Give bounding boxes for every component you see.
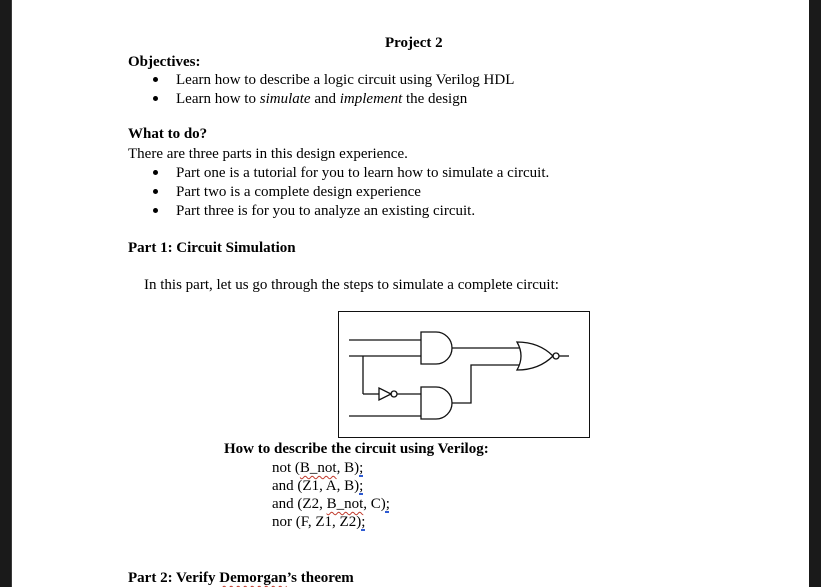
code-text: , C) [363,496,386,512]
what-to-do-intro: There are three parts in this design experience. [128,146,408,162]
objective-item-1 [176,71,514,89]
page-title: Project 2 [385,35,443,51]
what-to-do-heading: What to do? [128,126,208,142]
grammar-flag[interactable]: ; [361,514,366,530]
spell-flag-demorgan[interactable]: Demorgan [219,570,287,586]
and-gate-icon [421,387,452,419]
bullet-dot [153,189,158,194]
bullet-dot [153,170,158,175]
grammar-flag[interactable]: ; [359,460,364,476]
grammar-flag[interactable]: ; [385,496,390,512]
part-list-item-2: Part two is a complete design experience [176,184,421,200]
part2-heading [128,569,354,587]
bullet-dot [153,208,158,213]
z2-wire [452,365,519,403]
part-list-item-3: Part three is for you to analyze an existing circuit. [176,203,476,219]
nor-gate-icon [517,342,553,370]
code-line-1 [272,459,363,477]
spell-flag-bnot[interactable]: B_not [299,460,337,476]
part1-heading: Part 1: Circuit Simulation [128,240,296,256]
code-line-3 [272,495,390,513]
objective-item-2-post: the design [402,91,468,107]
part1-intro: In this part, let us go through the steps to simulate a complete circuit: [144,277,559,293]
grammar-flag[interactable]: ; [359,478,364,494]
code-text: , B) [336,460,360,476]
objective-item-1-text: Learn how to describe a logic circuit using Verilog HDL [176,72,515,88]
not-gate-icon [379,388,397,400]
objective-item-2-mid: and [310,91,340,107]
objective-item-2 [176,90,467,108]
part2-heading-pre: Part 2: Verify [128,570,220,586]
code-text: and (Z2, [272,496,327,512]
objective-item-2-em-implement: implement [339,91,403,107]
verilog-heading: How to describe the circuit using Verilog: [224,441,489,457]
code-line-4 [272,513,365,531]
code-text: not ( [272,460,300,476]
objective-item-2-pre: Learn how to [176,91,260,107]
document-page[interactable] [12,0,809,587]
spell-flag-bnot[interactable]: B_not [326,496,364,512]
circuit-schematic [339,312,589,437]
bullet-dot [153,77,158,82]
code-line-2 [272,477,363,495]
objectives-heading: Objectives: [128,54,201,70]
code-text: nor (F, Z1, Z2) [272,514,362,530]
window-right-border [808,0,821,587]
circuit-diagram [338,311,590,438]
code-text: and (Z1, A, B) [272,478,360,494]
part-list-item-1: Part one is a tutorial for you to learn how to simulate a circuit. [176,165,550,181]
objective-item-2-em-simulate: simulate [259,91,311,107]
and-gate-icon [421,332,452,364]
part2-heading-post: ’s theorem [286,570,354,586]
bullet-dot [153,96,158,101]
window-left-border [0,0,12,587]
